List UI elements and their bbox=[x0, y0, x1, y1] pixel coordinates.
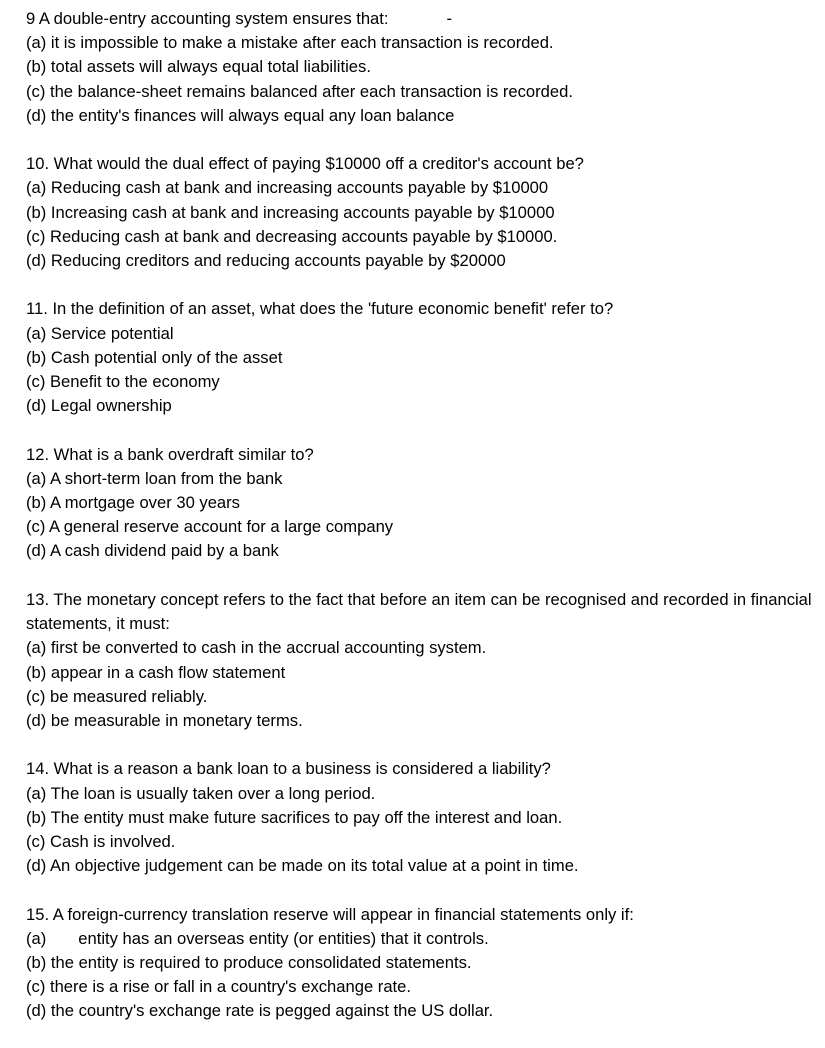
option-d: (d) Legal ownership bbox=[26, 396, 172, 416]
option-b: (b) appear in a cash flow statement bbox=[26, 662, 286, 682]
option-a: (a) Reducing cash at bank and increasing accounts payable by $10000 bbox=[26, 178, 549, 198]
question-13 bbox=[26, 588, 824, 733]
option-c: (c) the balance-sheet remains balanced after each transaction is recorded. bbox=[26, 81, 573, 101]
option-d: (d) the entity's finances will always equal any loan balance bbox=[26, 105, 455, 125]
option-d: (d) the country's exchange rate is pegged against the US dollar. bbox=[26, 1001, 494, 1021]
question-14 bbox=[26, 757, 824, 878]
question-stem bbox=[26, 7, 824, 31]
option-label: (a) bbox=[26, 928, 47, 948]
question-stem: 12. What is a bank overdraft similar to? bbox=[26, 444, 314, 464]
question-stem: 15. A foreign-currency translation reserve will appear in financial statements only if: bbox=[26, 904, 634, 924]
option-text: entity has an overseas entity (or entities) that it controls. bbox=[78, 928, 489, 948]
option-a: (a) A short-term loan from the bank bbox=[26, 468, 283, 488]
stray-mark: - bbox=[446, 9, 453, 28]
option-a: (a) The loan is usually taken over a long period. bbox=[26, 783, 376, 803]
question-text: 9 A double-entry accounting system ensures that: bbox=[26, 9, 389, 28]
question-15 bbox=[26, 903, 824, 1024]
option-a: (a) it is impossible to make a mistake after each transaction is recorded. bbox=[26, 33, 554, 53]
option-c: (c) A general reserve account for a large company bbox=[26, 517, 394, 537]
option-b: (b) total assets will always equal total liabilities. bbox=[26, 57, 371, 77]
option-d: (d) An objective judgement can be made on its total value at a point in time. bbox=[26, 856, 579, 876]
question-stem: 13. The monetary concept refers to the fact that before an item can be recognised and recorded in financial statements, it must: bbox=[26, 589, 812, 634]
option-a: (a) Service potential bbox=[26, 323, 174, 343]
question-11 bbox=[26, 297, 824, 418]
option-c: (c) Benefit to the economy bbox=[26, 372, 220, 392]
option-b: (b) Increasing cash at bank and increasing accounts payable by $10000 bbox=[26, 202, 555, 222]
option-c: (c) be measured reliably. bbox=[26, 686, 208, 706]
document-page bbox=[26, 7, 824, 1048]
option-c: (c) Cash is involved. bbox=[26, 831, 176, 851]
option-a: (a) first be converted to cash in the accrual accounting system. bbox=[26, 638, 487, 658]
option-d: (d) be measurable in monetary terms. bbox=[26, 710, 303, 730]
question-9 bbox=[26, 7, 824, 128]
question-12 bbox=[26, 443, 824, 564]
question-stem: 11. In the definition of an asset, what does the 'future economic benefit' refer to? bbox=[26, 299, 614, 319]
option-c: (c) there is a rise or fall in a country's exchange rate. bbox=[26, 977, 411, 997]
option-a bbox=[26, 927, 824, 951]
question-10 bbox=[26, 152, 824, 273]
option-c: (c) Reducing cash at bank and decreasing accounts payable by $10000. bbox=[26, 226, 558, 246]
option-b: (b) The entity must make future sacrifices to pay off the interest and loan. bbox=[26, 807, 563, 827]
option-b: (b) the entity is required to produce consolidated statements. bbox=[26, 953, 472, 972]
option-b: (b) A mortgage over 30 years bbox=[26, 493, 240, 513]
option-d: (d) A cash dividend paid by a bank bbox=[26, 541, 279, 561]
option-d: (d) Reducing creditors and reducing accounts payable by $20000 bbox=[26, 250, 506, 270]
question-stem: 10. What would the dual effect of paying $10000 off a creditor's account be? bbox=[26, 154, 584, 174]
option-b: (b) Cash potential only of the asset bbox=[26, 347, 283, 367]
question-stem: 14. What is a reason a bank loan to a business is considered a liability? bbox=[26, 759, 551, 779]
